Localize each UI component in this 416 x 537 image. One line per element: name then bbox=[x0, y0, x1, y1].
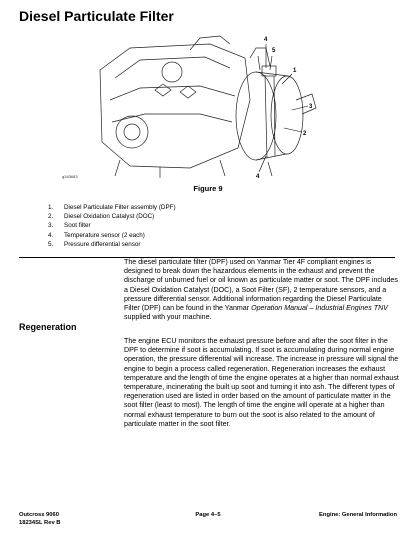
legend-text: Pressure differential sensor bbox=[64, 240, 141, 248]
legend-number: 1. bbox=[48, 204, 54, 211]
callout-leader-3 bbox=[292, 106, 308, 110]
figure-legend bbox=[48, 203, 176, 249]
regeneration-paragraph: The engine ECU monitors the exhaust pressure before and after the soot filter in the DPF to determine if soot is accumulating. If soot is accumulating during normal engine operation, the pressure differential will increase. The increase in pressure will signal the engine to begin a process called regeneration. Regeneration increases the exhaust temperature and the length of time the engine operates at a higher than normal exhaust temperature, incinerating the built up soot and turning it into ash. The different types of regeneration used are listed in order based on the amount of particulate matter in the soot filter (least to most). The length of time the engine will operate at a higher than normal exhaust temperature to burn out the soot is also related to the amount of particulate matter in the soot filter. bbox=[124, 337, 399, 428]
legend-text: Diesel Particulate Filter assembly (DPF) bbox=[64, 204, 176, 211]
page-title: Diesel Particulate Filter bbox=[19, 8, 174, 24]
callout-4-bottom: 4 bbox=[256, 174, 260, 180]
manual-title: Operation Manual – Industrial Engines TNV bbox=[251, 304, 388, 313]
engine-pulley-hub bbox=[124, 124, 140, 140]
legend-number: 4. bbox=[48, 231, 54, 239]
legend-item bbox=[48, 240, 176, 249]
dpf-body bbox=[256, 72, 288, 160]
legend-text: Temperature sensor (2 each) bbox=[64, 231, 145, 239]
figure-code: g343683 bbox=[62, 174, 78, 179]
temperature-sensor-upper bbox=[258, 56, 260, 70]
legend-item bbox=[48, 231, 176, 240]
engine-dpf-illustration bbox=[60, 30, 325, 180]
callout-1: 1 bbox=[293, 68, 297, 74]
callout-4-top: 4 bbox=[264, 37, 268, 43]
legend-number: 2. bbox=[48, 213, 54, 221]
footer-doc-number: 18234SL Rev B bbox=[19, 519, 61, 526]
legend-number: 3. bbox=[48, 222, 54, 230]
footer-model: Outcross 9060 bbox=[19, 512, 59, 518]
legend-item bbox=[48, 221, 176, 230]
engine-intake bbox=[190, 36, 230, 50]
engine-fan-hub bbox=[162, 62, 182, 82]
engine-midline bbox=[110, 86, 235, 100]
dpf-outlet bbox=[296, 94, 316, 114]
engine-mounts bbox=[115, 160, 225, 178]
dpf-front-end bbox=[236, 72, 276, 160]
regeneration-heading: Regeneration bbox=[19, 322, 77, 332]
engine-cover-line bbox=[115, 57, 230, 78]
legend-text: Diesel Oxidation Catalyst (DOC) bbox=[64, 213, 155, 221]
legend-item bbox=[48, 203, 176, 212]
engine-lower-line bbox=[112, 114, 232, 122]
intro-text: The diesel particulate filter (DPF) used on Yanmar Tier 4F compliant engines is designed to break down the hazardous elements in the exhaust and prevent the discharge of unburned fuel or oil known as particulate matter or soot. The DPF includes a Diesel Oxidation Catalyst (DOC), a Soot Filter (SF), 2 temperature sensors, and a pressure differential sensor. Additional information regarding the Diesel Particulate Filter (DPF) can be found in the Yanmar bbox=[124, 258, 398, 313]
sensor-hose bbox=[250, 48, 270, 66]
callout-leader-2 bbox=[284, 128, 302, 132]
engine-pulley bbox=[116, 116, 148, 148]
legend-text: Soot filter bbox=[64, 222, 91, 230]
callout-leader-5 bbox=[270, 56, 272, 70]
footer-right bbox=[319, 512, 397, 520]
temperature-sensor-lower bbox=[268, 162, 272, 176]
footer-chapter: Engine: General Information bbox=[319, 512, 397, 518]
footer-page-text: Page 4–5 bbox=[195, 512, 221, 518]
legend-number: 5. bbox=[48, 240, 54, 248]
callout-2: 2 bbox=[303, 131, 307, 137]
callout-5: 5 bbox=[272, 48, 276, 54]
callout-3: 3 bbox=[309, 104, 313, 110]
intro-text-end: supplied with your machine. bbox=[124, 313, 212, 322]
legend-item bbox=[48, 212, 176, 221]
intro-paragraph bbox=[124, 258, 399, 322]
dpf-bands bbox=[265, 75, 275, 158]
figure-caption: Figure 9 bbox=[193, 184, 223, 193]
